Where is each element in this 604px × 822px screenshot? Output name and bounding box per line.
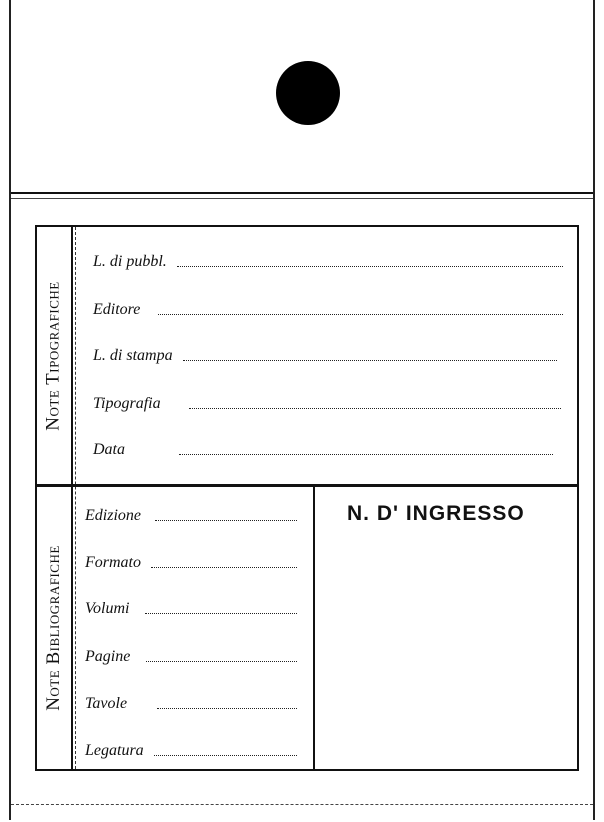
field-line (145, 612, 297, 614)
catalog-card (9, 0, 595, 820)
field-label: Editore (93, 301, 141, 318)
field-volumi[interactable] (85, 600, 297, 618)
field-line (154, 754, 297, 756)
field-line (155, 519, 297, 521)
accession-number-label: N. D' INGRESSO (347, 502, 525, 525)
field-line (158, 313, 563, 315)
typographic-notes-title-wrap (37, 227, 71, 484)
field-label: Data (93, 441, 125, 458)
field-label: Pagine (85, 648, 131, 665)
field-luogo-stampa[interactable] (93, 347, 557, 365)
field-line (183, 359, 557, 361)
field-label: Volumi (85, 600, 130, 617)
field-formato[interactable] (85, 554, 297, 572)
field-label: Legatura (85, 742, 144, 759)
field-label: Tipografia (93, 395, 161, 412)
form-frame (35, 225, 579, 771)
field-legatura[interactable] (85, 742, 297, 760)
field-line (146, 660, 297, 662)
field-editore[interactable] (93, 301, 563, 319)
bottom-rule (11, 804, 593, 806)
column-separator (313, 487, 315, 769)
field-line (179, 453, 553, 455)
field-label: L. di pubbl. (93, 253, 167, 270)
bibliographic-notes-title-wrap (37, 487, 71, 769)
field-line (177, 265, 563, 267)
field-tavole[interactable] (85, 695, 297, 713)
field-line (151, 566, 297, 568)
field-pagine[interactable] (85, 648, 297, 666)
section-separator (37, 484, 577, 487)
field-data[interactable] (93, 441, 553, 459)
field-label: Formato (85, 554, 141, 571)
field-line (189, 407, 561, 409)
field-edizione[interactable] (85, 507, 297, 525)
field-label: Edizione (85, 507, 141, 524)
tab-divider-secondary (11, 198, 593, 199)
field-luogo-pubblicazione[interactable] (93, 253, 563, 271)
field-tipografia[interactable] (93, 395, 561, 413)
side-separator (71, 227, 73, 769)
typographic-notes-title: Note Tipografiche (43, 280, 64, 431)
punch-hole-icon (276, 61, 340, 125)
field-label: Tavole (85, 695, 128, 712)
side-separator-dashed (75, 227, 77, 769)
field-line (157, 707, 297, 709)
bibliographic-notes-title: Note Bibliografiche (43, 545, 64, 711)
tab-divider (11, 192, 593, 194)
field-label: L. di stampa (93, 347, 173, 364)
